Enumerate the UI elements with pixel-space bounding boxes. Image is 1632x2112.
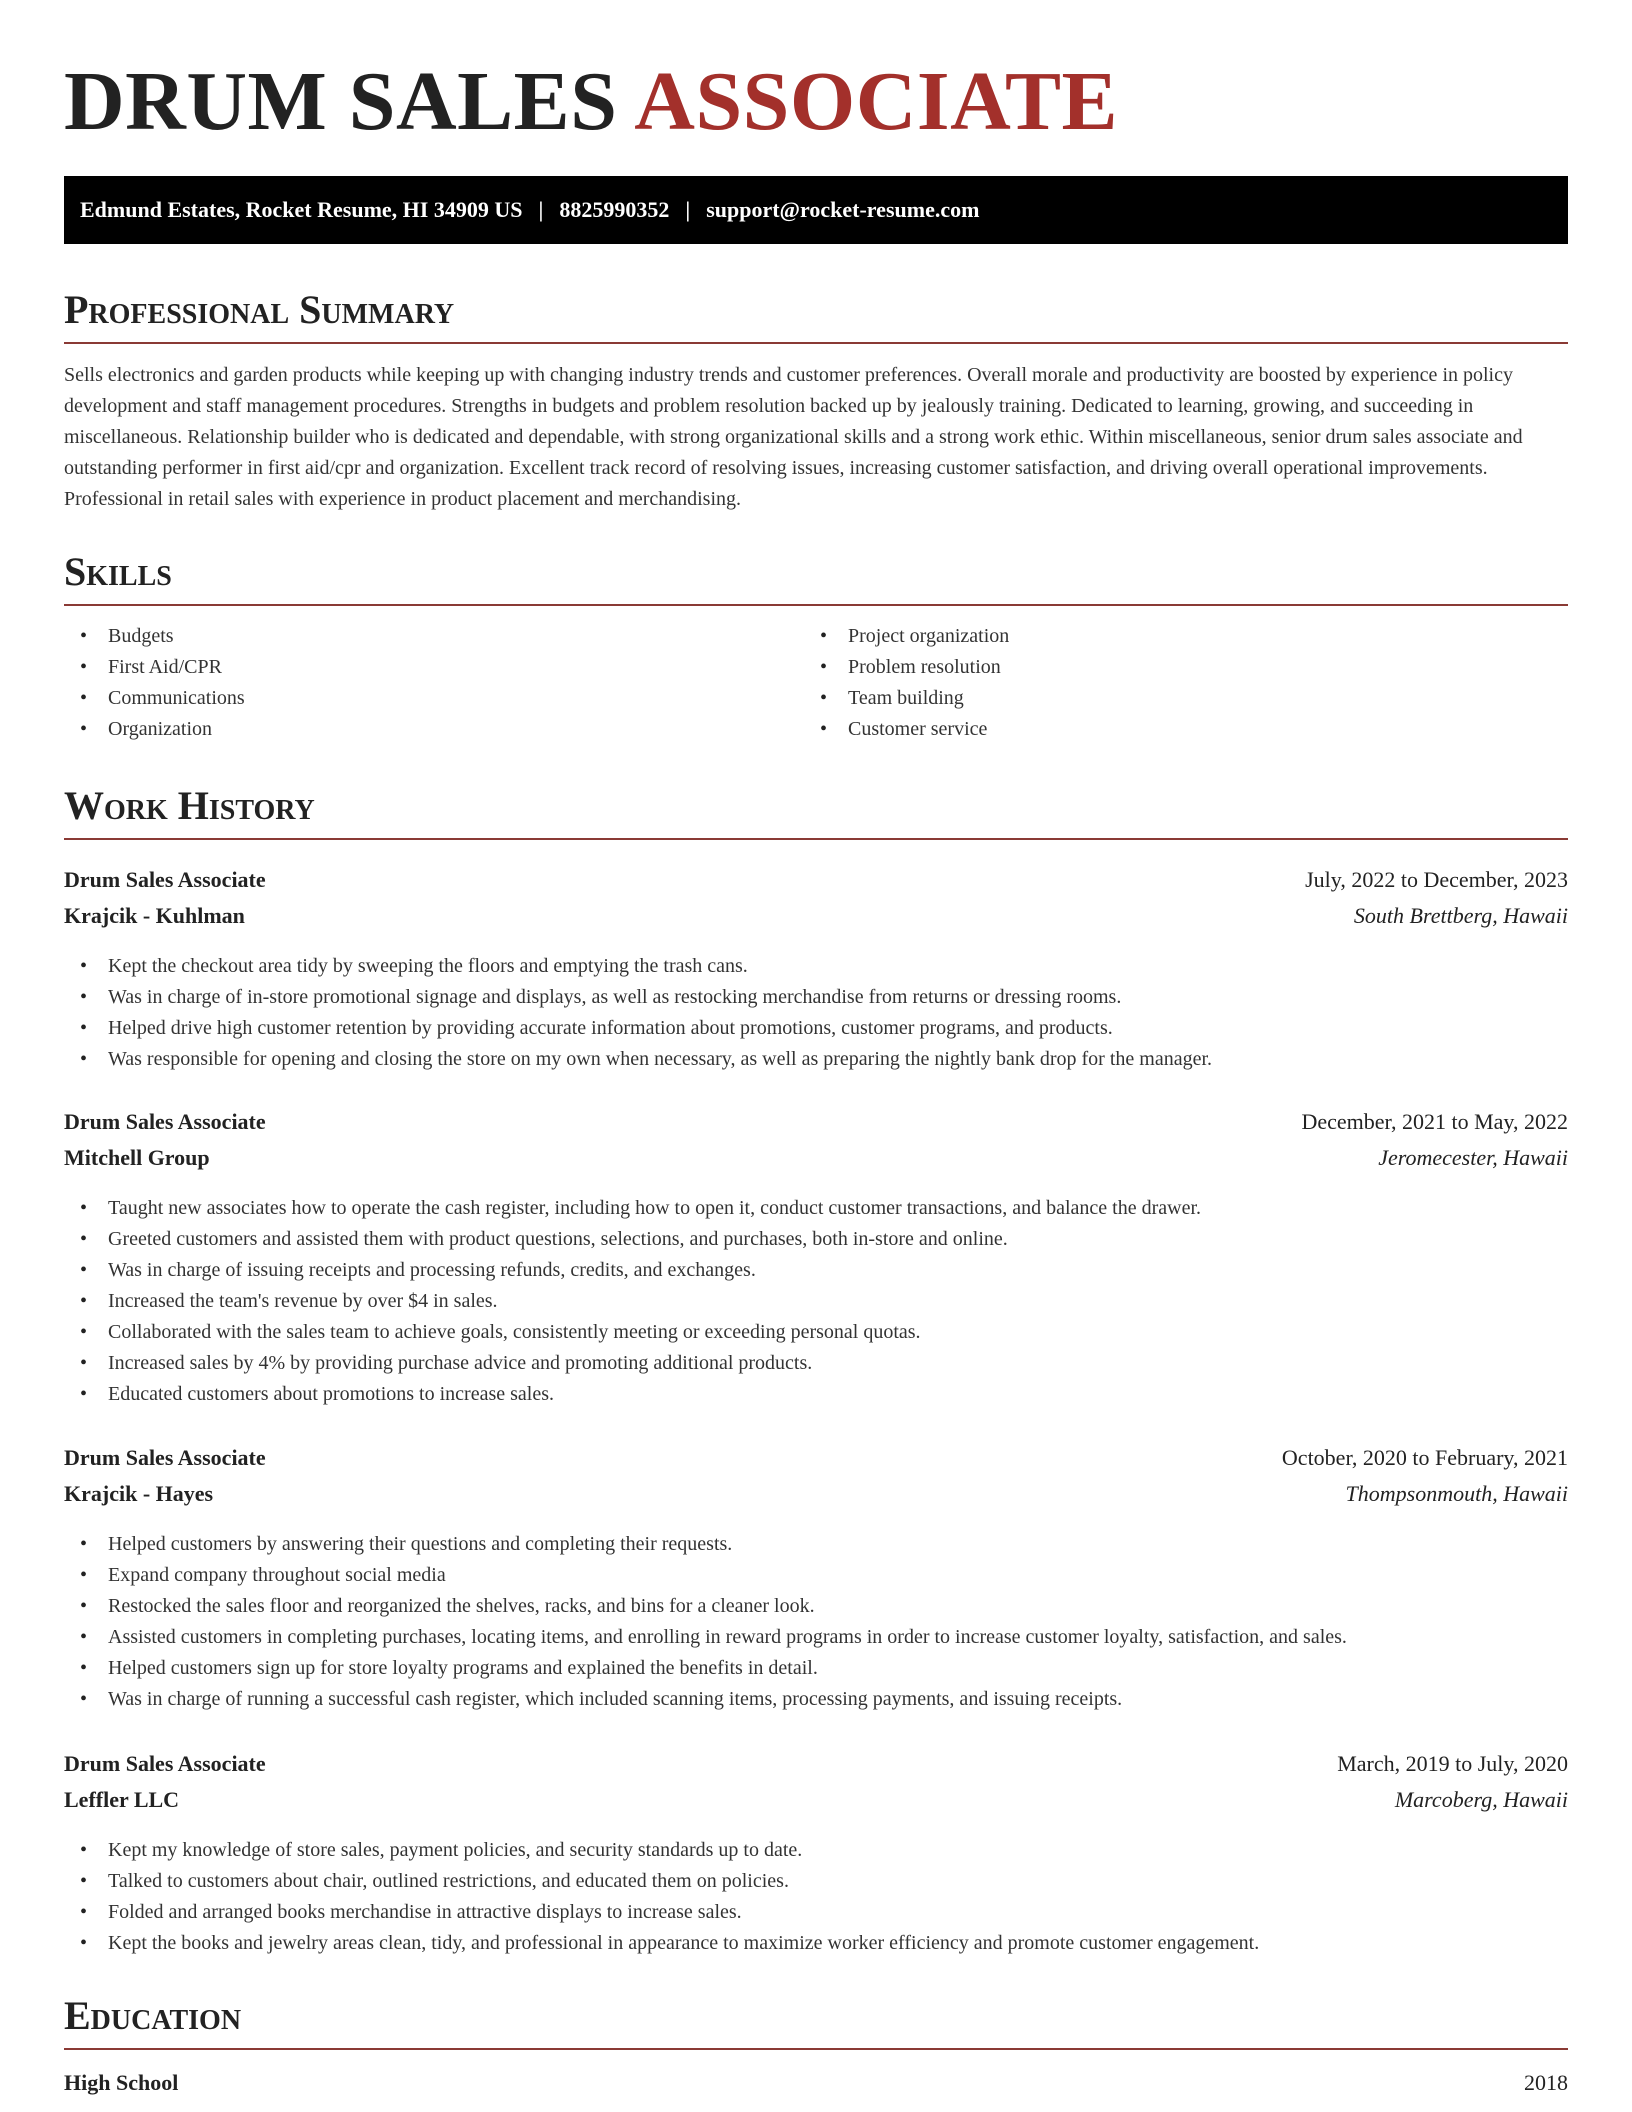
job-entry (64, 867, 1568, 1075)
job-duty-item: • Kept the checkout area tidy by sweeping the floors and emptying the trash cans. (64, 951, 1568, 982)
job-duty-item: • Increased sales by 4% by providing purchase advice and promoting additional products. (64, 1348, 1568, 1379)
job-location: Thompsonmouth, Hawaii (1345, 1481, 1568, 1506)
job-duty-item: • Educated customers about promotions to increase sales. (64, 1379, 1568, 1410)
job-entry (64, 1109, 1568, 1410)
job-duties-list (64, 951, 1568, 1075)
skill-item: • Communications (64, 683, 804, 714)
job-location: South Brettberg, Hawaii (1353, 903, 1568, 928)
summary-text: Sells electronics and garden products while keeping up with changing industry trends and customer preferences. Overall morale and productivity are boosted by experience in policy development and staff management procedures. Strengths in budgets and problem resolution backed up by jealously training. Dedicated to learning, growing, and succeeding in miscellaneous. Relationship builder who is dedicated and dependable, with strong organizational skills and a strong work ethic. Within miscellaneous, senior drum sales associate and outstanding performer in first aid/cpr and organization. Excellent track record of resolving issues, increasing customer satisfaction, and driving overall operational improvements. Professional in retail sales with experience in product placement and merchandising. (64, 364, 1523, 510)
job-duty-item: • Helped drive high customer retention by providing accurate information about promotions, customer programs, and products. (64, 1013, 1568, 1044)
job-duty-item: • Greeted customers and assisted them with product questions, selections, and purchases, both in-store and online. (64, 1224, 1568, 1255)
job-header-row (64, 1751, 1568, 1787)
skills-column-right (804, 621, 1544, 745)
contact-separator: | (685, 197, 691, 222)
candidate-name (64, 52, 1118, 152)
job-company: Krajcik - Kuhlman (64, 903, 245, 928)
skill-item: • Customer service (804, 714, 1544, 745)
job-company-row (64, 1787, 1568, 1823)
contact-address: Edmund Estates, Rocket Resume, HI 34909 US (80, 197, 523, 222)
contact-email: support@rocket-resume.com (706, 197, 980, 222)
job-company: Mitchell Group (64, 1145, 210, 1170)
job-title: Drum Sales Associate (64, 1445, 266, 1470)
job-header-row (64, 1445, 1568, 1481)
job-company-row (64, 1145, 1568, 1181)
job-duties-list (64, 1529, 1568, 1715)
job-title: Drum Sales Associate (64, 867, 266, 892)
job-dates: December, 2021 to May, 2022 (1301, 1109, 1568, 1134)
job-duty-item: • Talked to customers about chair, outlined restrictions, and educated them on policies. (64, 1866, 1568, 1897)
summary-heading: Professional Summary (64, 287, 455, 332)
skills-heading: Skills (64, 549, 172, 594)
job-title: Drum Sales Associate (64, 1109, 266, 1134)
education-entry (64, 2070, 1568, 2096)
education-section (64, 1992, 1568, 2096)
name-second-part: ASSOCIATE (634, 55, 1119, 148)
job-dates: March, 2019 to July, 2020 (1337, 1751, 1568, 1776)
skill-item: • First Aid/CPR (64, 652, 804, 683)
skills-divider (64, 604, 1568, 606)
job-location: Marcoberg, Hawaii (1394, 1787, 1568, 1812)
job-duty-item: • Kept my knowledge of store sales, payment policies, and security standards up to date. (64, 1835, 1568, 1866)
job-company-row (64, 903, 1568, 939)
job-duty-item: • Restocked the sales floor and reorganized the shelves, racks, and bins for a cleaner look. (64, 1591, 1568, 1622)
job-duty-item: • Increased the team's revenue by over $4 in sales. (64, 1286, 1568, 1317)
job-duties-list (64, 1193, 1568, 1410)
job-duty-item: • Was in charge of issuing receipts and processing refunds, credits, and exchanges. (64, 1255, 1568, 1286)
job-duty-item: • Taught new associates how to operate the cash register, including how to open it, conduct customer transactions, and balance the drawer. (64, 1193, 1568, 1224)
job-duty-item: • Helped customers by answering their questions and completing their requests. (64, 1529, 1568, 1560)
skills-section (64, 548, 1568, 745)
work-history-divider (64, 838, 1568, 840)
skill-item: • Organization (64, 714, 804, 745)
summary-divider (64, 342, 1568, 344)
education-divider (64, 2048, 1568, 2050)
skills-column-left (64, 621, 804, 745)
job-header-row (64, 867, 1568, 903)
job-dates: July, 2022 to December, 2023 (1305, 867, 1568, 892)
contact-phone: 8825990352 (559, 197, 670, 222)
job-location: Jeromecester, Hawaii (1378, 1145, 1568, 1170)
contact-bar (64, 176, 1568, 244)
job-duty-item: • Folded and arranged books merchandise in attractive displays to increase sales. (64, 1897, 1568, 1928)
contact-separator: | (538, 197, 544, 222)
job-duty-item: • Was in charge of running a successful cash register, which included scanning items, processing payments, and issuing receipts. (64, 1684, 1568, 1715)
education-heading: Education (64, 1993, 242, 2038)
skills-grid (64, 621, 1568, 745)
job-title: Drum Sales Associate (64, 1751, 266, 1776)
job-company-row (64, 1481, 1568, 1517)
job-duty-item: • Helped customers sign up for store loyalty programs and explained the benefits in detail. (64, 1653, 1568, 1684)
skill-item: • Budgets (64, 621, 804, 652)
job-company: Leffler LLC (64, 1787, 180, 1812)
job-header-row (64, 1109, 1568, 1145)
job-duty-item: • Expand company throughout social media (64, 1560, 1568, 1591)
job-dates: October, 2020 to February, 2021 (1281, 1445, 1568, 1470)
name-first-part: DRUM SALES (64, 55, 618, 148)
summary-section (64, 286, 1568, 515)
education-degree: High School (64, 2070, 179, 2095)
job-duty-item: • Was in charge of in-store promotional signage and displays, as well as restocking merchandise from returns or dressing rooms. (64, 982, 1568, 1013)
skill-item: • Team building (804, 683, 1544, 714)
job-company: Krajcik - Hayes (64, 1481, 214, 1506)
job-duties-list (64, 1835, 1568, 1959)
job-duty-item: • Was responsible for opening and closing the store on my own when necessary, as well as preparing the nightly bank drop for the manager. (64, 1044, 1568, 1075)
work-history-heading: Work History (64, 783, 315, 828)
job-duty-item: • Collaborated with the sales team to achieve goals, consistently meeting or exceeding personal quotas. (64, 1317, 1568, 1348)
skill-item: • Problem resolution (804, 652, 1544, 683)
job-entry (64, 1445, 1568, 1715)
work-history-section (64, 782, 1568, 840)
skill-item: • Project organization (804, 621, 1544, 652)
job-duty-item: • Kept the books and jewelry areas clean, tidy, and professional in appearance to maximize worker efficiency and promote customer engagement. (64, 1928, 1568, 1959)
job-duty-item: • Assisted customers in completing purchases, locating items, and enrolling in reward programs in order to increase customer loyalty, satisfaction, and sales. (64, 1622, 1568, 1653)
job-entry (64, 1751, 1568, 1959)
education-year: 2018 (1524, 2070, 1568, 2095)
